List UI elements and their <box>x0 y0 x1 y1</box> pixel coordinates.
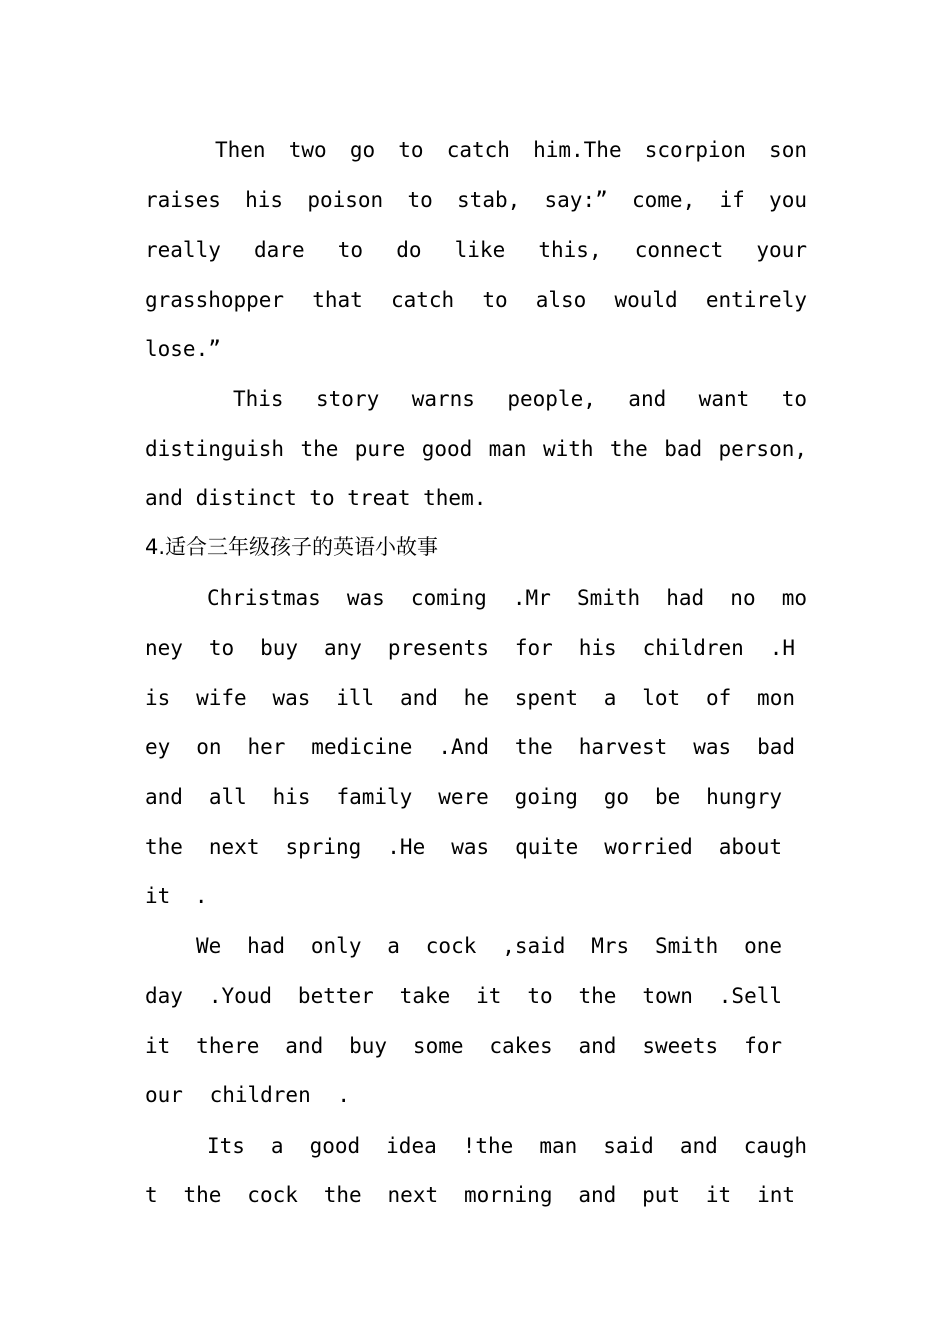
text-line: grasshopper that catch to also would entirely <box>145 288 807 312</box>
text-line: the next spring .He was quite worried about <box>145 835 782 859</box>
text-line: it there and buy some cakes and sweets for <box>145 1034 782 1058</box>
text-line: ney to buy any presents for his children .H <box>145 636 795 660</box>
text-line: is wife was ill and he spent a lot of mon <box>145 686 795 710</box>
text-line: lose.” <box>145 337 221 361</box>
text-line: distinguish the pure good man with the bad person, <box>145 437 807 461</box>
text-line: really dare to do like this, connect your <box>145 238 807 262</box>
section-heading: 4.适合三年级孩子的英语小故事 <box>145 535 439 559</box>
text-line: it . <box>145 884 208 908</box>
text-line: ey on her medicine .And the harvest was bad <box>145 735 795 759</box>
text-line: t the cock the next morning and put it int <box>145 1183 795 1207</box>
text-line: our children . <box>145 1083 351 1107</box>
text-line: day .Youd better take it to the town .Sell <box>145 984 782 1008</box>
text-line: Its a good idea !the man said and caugh <box>207 1134 807 1158</box>
text-line: Then two go to catch him.The scorpion son <box>215 138 807 162</box>
text-line: and distinct to treat them. <box>145 486 487 510</box>
text-line: This story warns people, and want to <box>233 387 807 411</box>
text-line: and all his family were going go be hungry <box>145 785 782 809</box>
text-line: raises his poison to stab, say:” come, if you <box>145 188 807 212</box>
text-line: We had only a cock ,said Mrs Smith one <box>196 934 782 958</box>
text-line: Christmas was coming .Mr Smith had no mo <box>207 586 807 610</box>
